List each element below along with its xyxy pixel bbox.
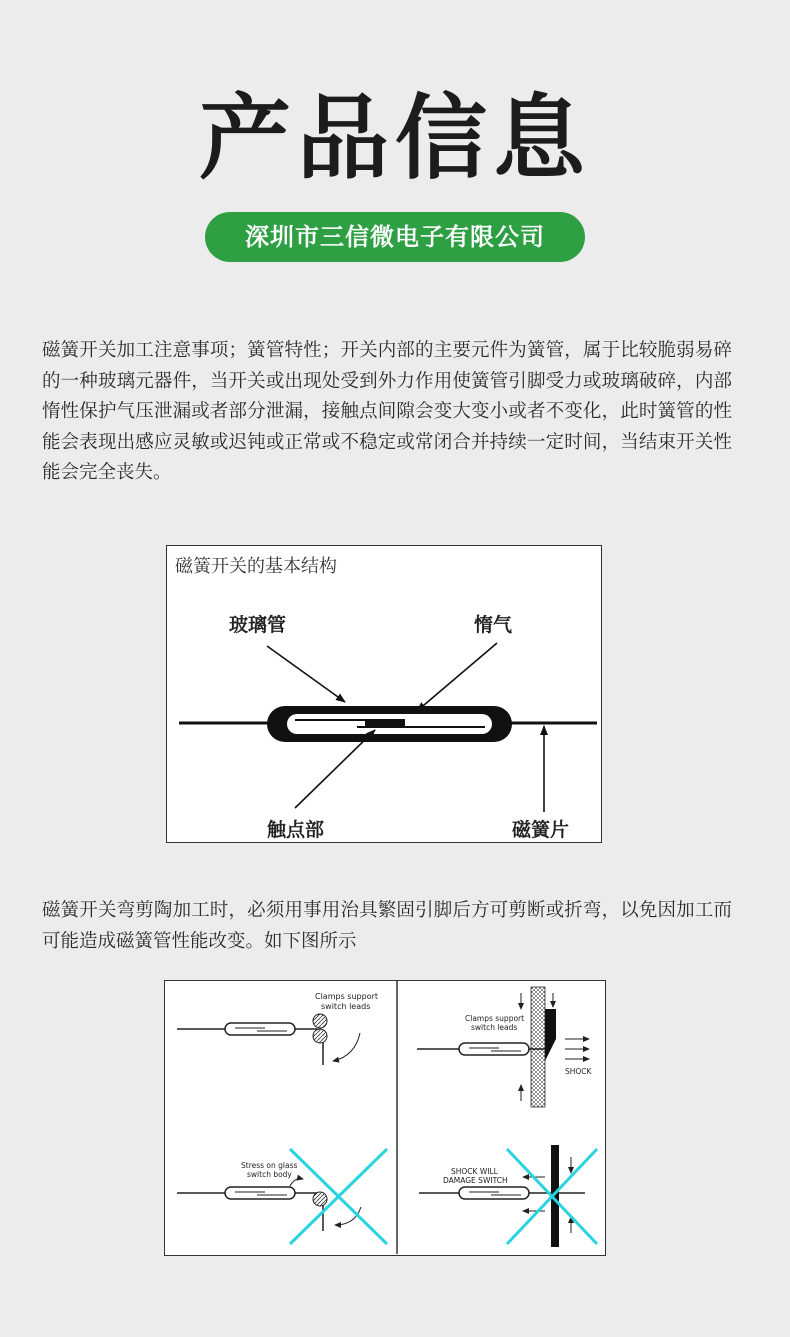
arrow-glass-tube xyxy=(267,646,345,702)
q1-caption-line2: switch leads xyxy=(321,1002,371,1011)
label-glass-tube: 玻璃管 xyxy=(229,614,287,636)
label-inert-gas: 惰气 xyxy=(474,614,513,636)
lead-bending-figure xyxy=(164,980,606,1256)
contact-overlap xyxy=(365,719,405,728)
reed-switch-structure-figure xyxy=(166,545,602,843)
figure1-title: 磁簧开关的基本结构 xyxy=(175,556,337,577)
panel-clamp-bend-correct xyxy=(177,1014,360,1065)
label-contact: 触点部 xyxy=(267,819,325,841)
panel-shock-unsupported-wrong xyxy=(419,1145,585,1247)
label-reed-blade: 磁簧片 xyxy=(512,819,570,841)
q3-caption-line1: Stress on glass xyxy=(241,1161,298,1170)
arrow-inert-gas xyxy=(417,643,497,711)
q1-caption-line1: Clamps support xyxy=(315,992,379,1001)
panel-unsupported-bend-wrong xyxy=(177,1179,361,1231)
handling-notes-paragraph: 磁簧开关加工注意事项；簧管特性；开关内部的主要元件为簧管，属于比较脆弱易碎的一种玻璃元器件，当开关或出现处受到外力作用使簧管引脚受力或玻璃破碎，内部惰性保护气压泄漏或者部分泄漏，接触点间隙会变大变小或者不变化，此时簧管的性能会表现出感应灵敏或迟钝或正常或不稳定或常闭合并持续一定时间，当结束开关性能会完全丧失。 xyxy=(42,340,732,483)
q2-caption-line1: Clamps support xyxy=(465,1014,525,1023)
panel-clamp-shock-correct xyxy=(417,987,589,1107)
q4-caption-line2: DAMAGE SWITCH xyxy=(443,1176,508,1185)
wrong-cross-mark-left xyxy=(290,1149,387,1244)
page-title: 产品信息 xyxy=(198,85,591,192)
cutting-notes-paragraph: 磁簧开关弯剪陶加工时，必须用事用治具繁固引脚后方可剪断或折弯，以免因加工而可能造成磁簧管性能改变。如下图所示 xyxy=(42,900,732,952)
q3-caption-line2: switch body xyxy=(247,1170,292,1179)
q2-caption-line2: switch leads xyxy=(471,1023,518,1032)
q4-caption-line1: SHOCK WILL xyxy=(451,1167,498,1176)
company-badge: 深圳市三信微电子有限公司 xyxy=(205,212,585,262)
q2-shock-label: SHOCK xyxy=(565,1067,592,1076)
